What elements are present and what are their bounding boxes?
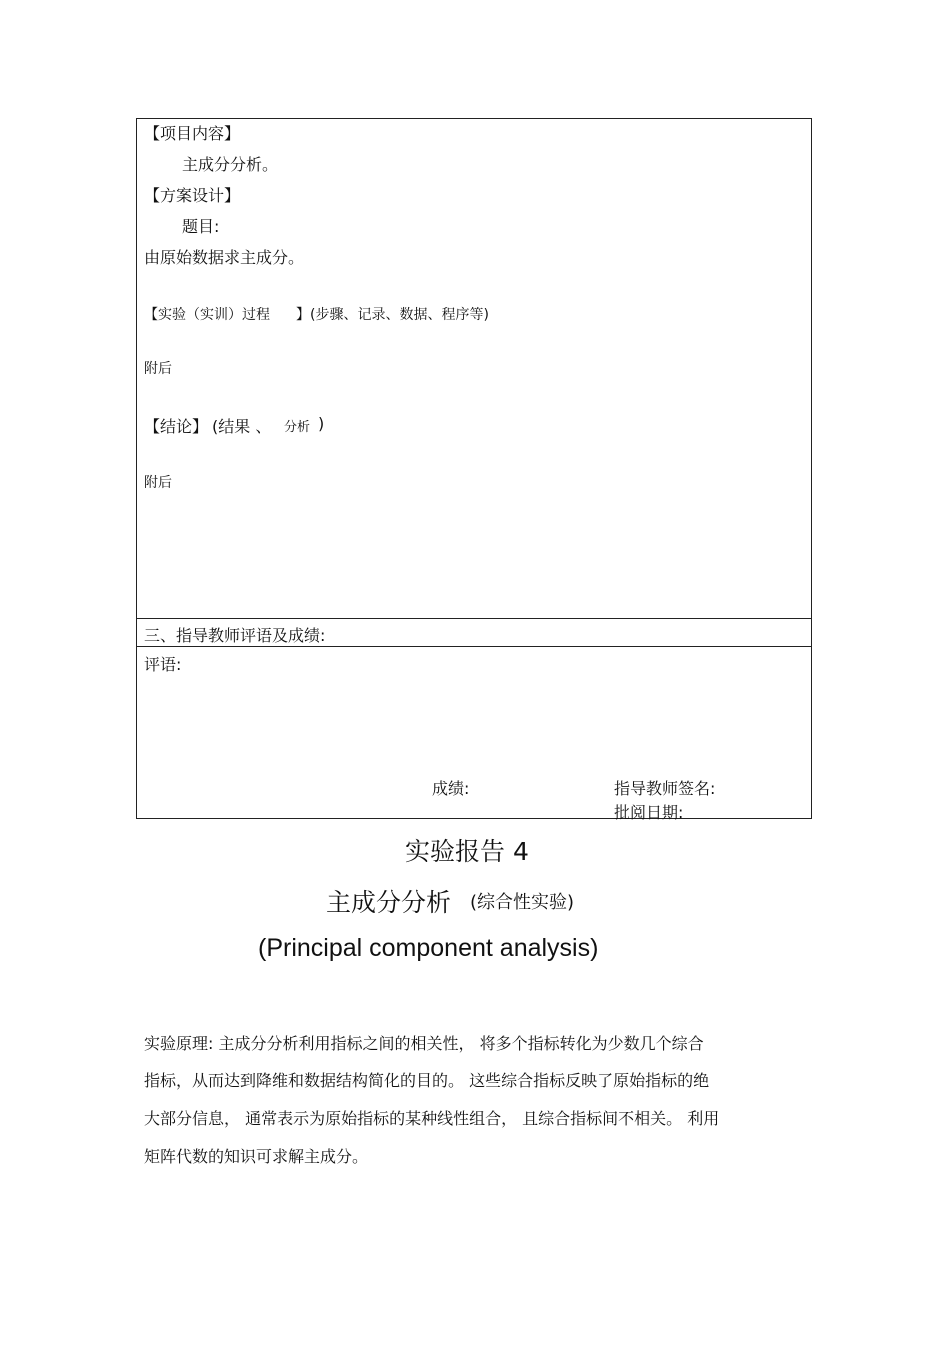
review-date-label: 批阅日期: (614, 803, 684, 822)
principle-line-4: 矩阵代数的知识可求解主成分。 (144, 1147, 369, 1166)
teacher-section-heading: 三、指导教师评语及成绩: (144, 626, 326, 645)
process-heading: 【实验（实训）过程 (144, 307, 270, 323)
conclusion-note: 附后 (144, 475, 172, 491)
report-subtitle-english: (Principal component analysis) (258, 934, 599, 962)
table-divider-2 (137, 646, 811, 647)
table-divider-1 (137, 618, 811, 619)
conclusion-paren-small: 分析 (284, 420, 311, 435)
conclusion-paren-close: ) (318, 414, 325, 433)
report-subtitle-main: 主成分分析 (326, 888, 452, 917)
principle-line-2: 指标，从而达到降维和数据结构简化的目的。 这些综合指标反映了原始指标的绝 (144, 1071, 710, 1090)
report-subtitle-note: (综合性实验) (470, 892, 575, 913)
report-title: 实验报告 4 (405, 837, 529, 866)
project-content-heading: 【项目内容】 (144, 124, 241, 143)
design-heading: 【方案设计】 (144, 186, 241, 205)
grade-label: 成绩: (432, 779, 470, 798)
process-heading-end: 】(步骤、记录、数据、程序等) (296, 307, 489, 323)
principle-line-3: 大部分信息， 通常表示为原始指标的某种线性组合， 且综合指标间不相关。 利用 (144, 1109, 720, 1128)
conclusion-heading: 【结论】 (144, 417, 209, 436)
topic-label: 题目: (182, 217, 220, 236)
project-content-text: 主成分分析。 (182, 155, 279, 174)
teacher-signature-label: 指导教师签名: (614, 779, 716, 798)
topic-text: 由原始数据求主成分。 (144, 248, 305, 267)
comment-label: 评语: (144, 655, 182, 674)
principle-line-1: 实验原理: 主成分分析利用指标之间的相关性， 将多个指标转化为少数几个综合 (144, 1034, 704, 1053)
process-note: 附后 (144, 361, 172, 377)
report-form-table (136, 118, 812, 819)
conclusion-paren-open: (结果 、 (212, 417, 272, 436)
